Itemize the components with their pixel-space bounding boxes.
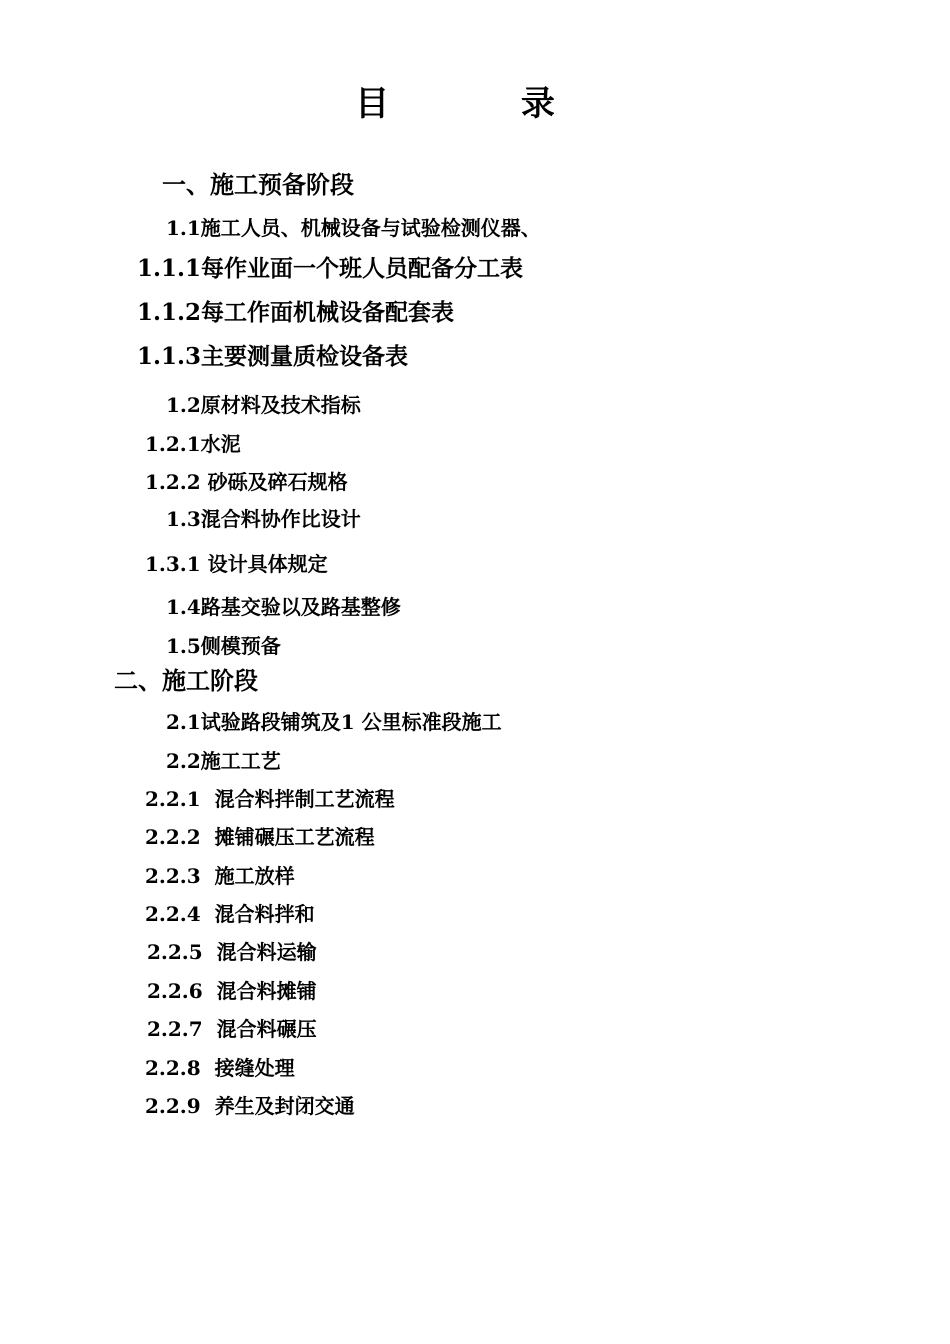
toc-entry-1-3[interactable]: 1.3混合料协作比设计 [166,507,361,531]
toc-entry-1-1-3[interactable]: 1.1.3主要测量质检设备表 [137,343,409,370]
toc-entry-part-2[interactable]: 二、施工阶段 [114,666,258,695]
toc-entry-2-2-8[interactable]: 2.2.8 接缝处理 [145,1056,295,1080]
toc-entry-1-3-1[interactable]: 1.3.1 设计具体规定 [145,552,328,576]
toc-entry-1-5[interactable]: 1.5侧模预备 [166,634,281,658]
toc-entry-2-2[interactable]: 2.2施工工艺 [166,749,281,773]
toc-entry-1-1-2[interactable]: 1.1.2每工作面机械设备配套表 [137,299,455,326]
toc-entry-2-2-5[interactable]: 2.2.5 混合料运输 [147,940,317,964]
toc-entry-2-2-9[interactable]: 2.2.9 养生及封闭交通 [145,1094,355,1118]
toc-entry-1-2-2[interactable]: 1.2.2 砂砾及碎石规格 [145,470,348,494]
toc-entry-2-1[interactable]: 2.1试验路段铺筑及1 公里标准段施工 [166,710,502,734]
toc-entry-2-2-7[interactable]: 2.2.7 混合料碾压 [147,1017,317,1041]
toc-entry-1-4[interactable]: 1.4路基交验以及路基整修 [166,595,401,619]
toc-entry-1-1[interactable]: 1.1施工人员、机械设备与试验检测仪器、 [166,216,541,240]
toc-entry-part-1[interactable]: 一、施工预备阶段 [162,170,354,199]
toc-entry-2-2-3[interactable]: 2.2.3 施工放样 [145,864,295,888]
page-title: 目 录 [355,84,615,124]
toc-entry-1-2-1[interactable]: 1.2.1水泥 [145,432,241,456]
toc-entry-2-2-4[interactable]: 2.2.4 混合料拌和 [145,902,315,926]
toc-entry-1-2[interactable]: 1.2原材料及技术指标 [166,393,361,417]
toc-entry-2-2-2[interactable]: 2.2.2 摊铺碾压工艺流程 [145,825,375,849]
toc-entry-2-2-1[interactable]: 2.2.1 混合料拌制工艺流程 [145,787,395,811]
toc-entry-2-2-6[interactable]: 2.2.6 混合料摊铺 [147,979,317,1003]
toc-entry-1-1-1[interactable]: 1.1.1每作业面一个班人员配备分工表 [137,255,524,282]
